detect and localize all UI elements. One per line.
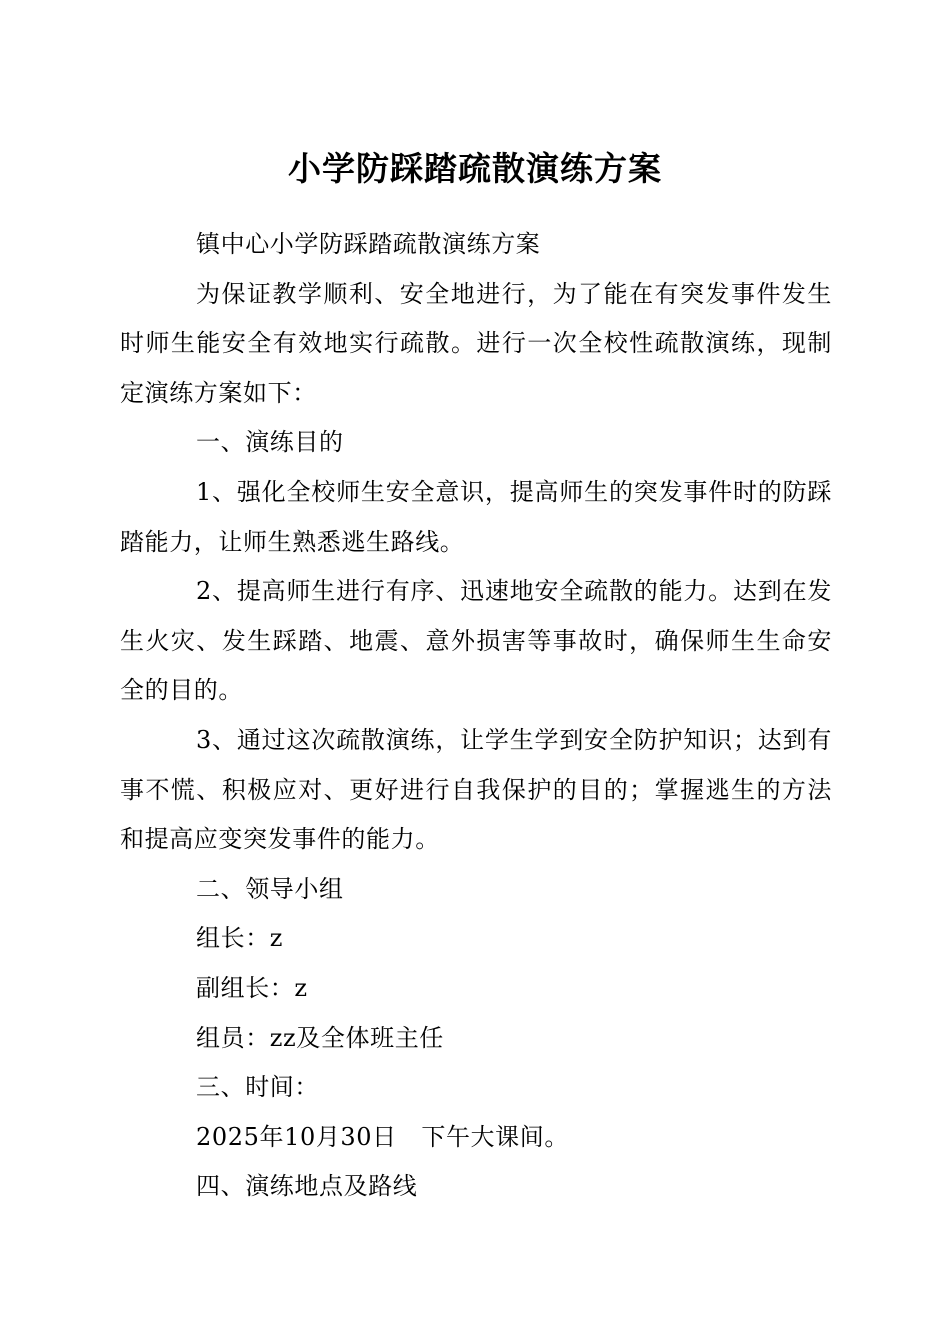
document-title: 小学防踩踏疏散演练方案	[288, 149, 662, 188]
section-heading-time: 三、时间：	[196, 1073, 319, 1102]
section-heading-leadership: 二、领导小组	[196, 874, 344, 903]
document-body	[120, 220, 832, 1212]
section-heading-purpose: 一、演练目的	[196, 428, 344, 457]
section-heading-location: 四、演练地点及路线	[196, 1172, 418, 1201]
paragraph-members: 组员：zz及全体班主任	[196, 1023, 444, 1052]
paragraph-purpose-2: 2、提高师生进行有序、迅速地安全疏散的能力。达到在发生火灾、发生踩踏、地震、意外损害等事故时，确保师生生命安全的目的。	[120, 577, 832, 705]
paragraph-leader: 组长：z	[196, 924, 284, 953]
paragraph-deputy-leader: 副组长：z	[196, 973, 308, 1002]
paragraph-date: 2025年10月30日 下午大课间。	[196, 1122, 569, 1151]
paragraph-subtitle: 镇中心小学防踩踏疏散演练方案	[196, 230, 541, 258]
paragraph-purpose-1: 1、强化全校师生安全意识，提高师生的突发事件时的防踩踏能力，让师生熟悉逃生路线。	[120, 477, 832, 556]
paragraph-purpose-3: 3、通过这次疏散演练，让学生学到安全防护知识；达到有事不慌、积极应对、更好进行自我保护的目的；掌握逃生的方法和提高应变突发事件的能力。	[120, 725, 832, 854]
paragraph-intro: 为保证教学顺利、安全地进行，为了能在有突发事件发生时师生能安全有效地实行疏散。进行一次全校性疏散演练，现制定演练方案如下：	[120, 279, 832, 407]
